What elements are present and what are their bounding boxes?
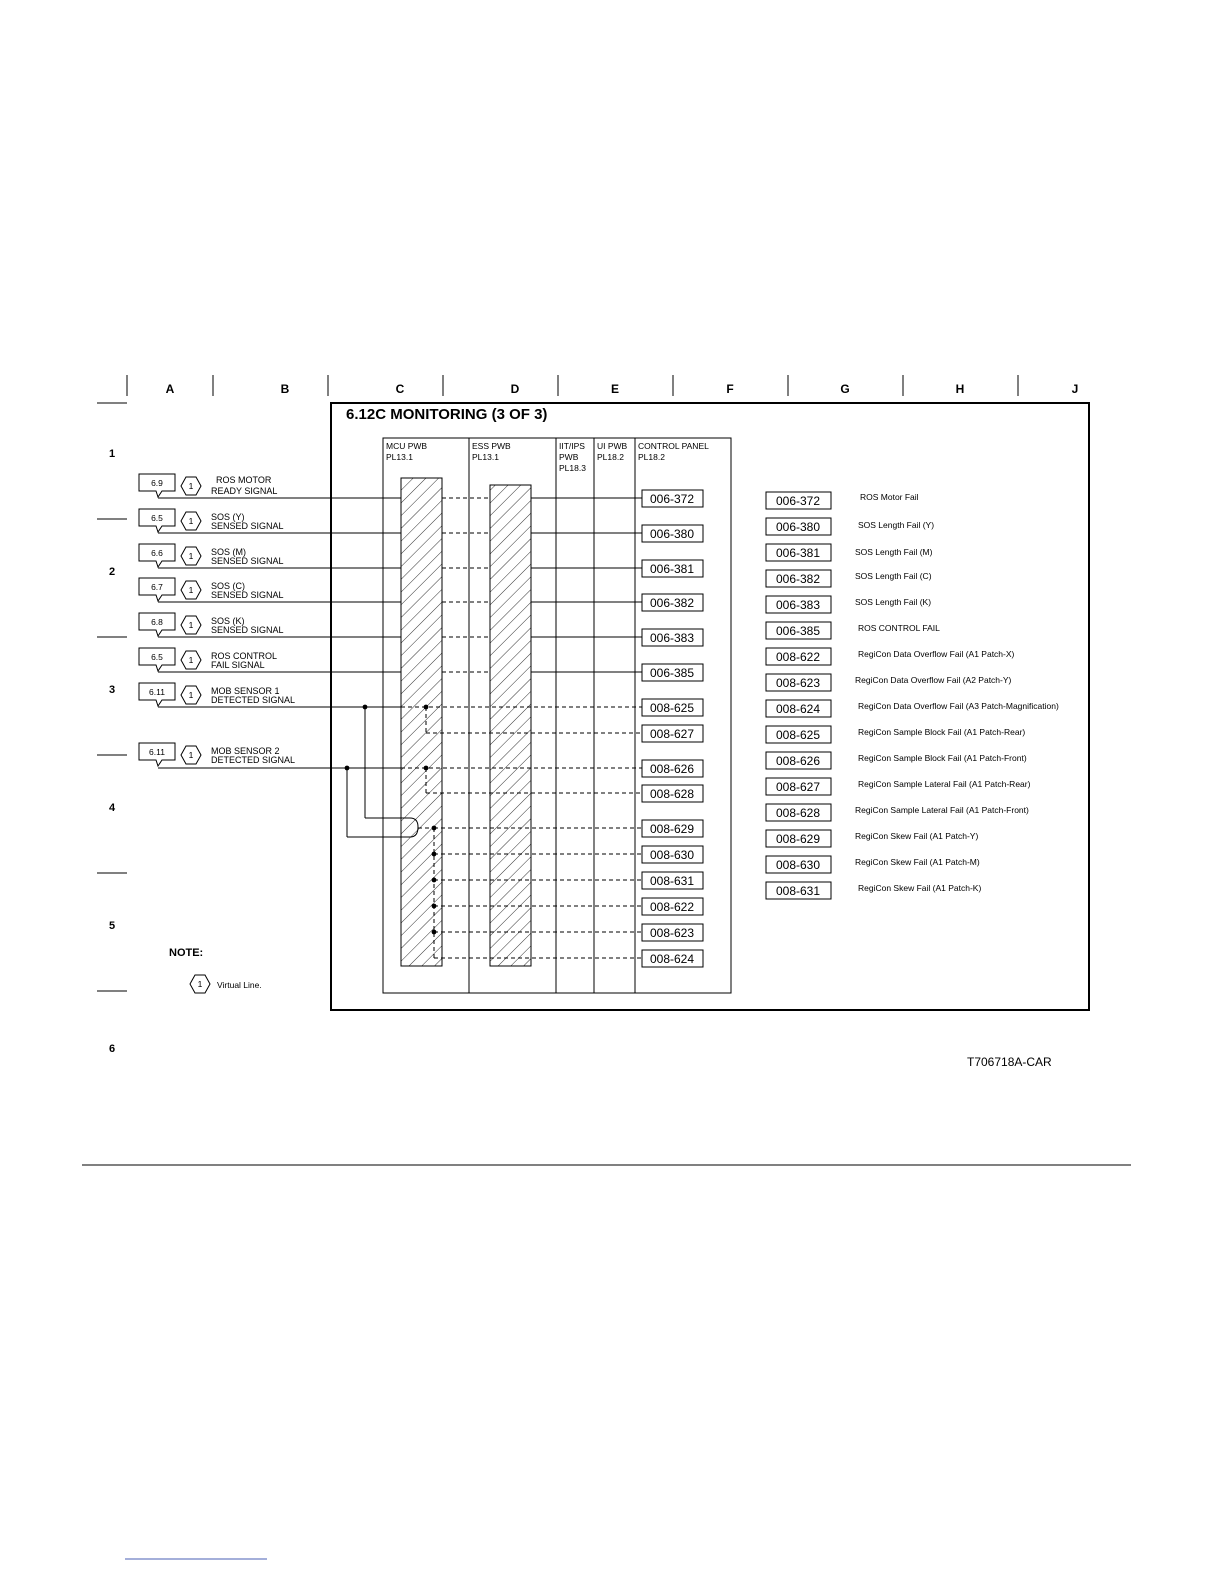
diagram-title: 6.12C MONITORING (3 OF 3) bbox=[346, 406, 548, 423]
input-signal-sos-y bbox=[139, 509, 284, 532]
panel-code-box bbox=[642, 950, 703, 967]
board-name-cont: PWB bbox=[559, 452, 579, 462]
virtual-line-number: 1 bbox=[188, 655, 194, 665]
legend-item bbox=[766, 492, 919, 509]
panel-code: 006-385 bbox=[649, 666, 695, 680]
note-heading: NOTE: bbox=[169, 947, 204, 959]
legend-item bbox=[766, 544, 933, 561]
reference-label: 6.5 bbox=[151, 513, 163, 523]
reference-label: 6.11 bbox=[149, 687, 165, 697]
legend-item bbox=[766, 648, 1015, 665]
panel-code: 008-630 bbox=[649, 848, 695, 862]
board-location: PL13.1 bbox=[386, 452, 413, 462]
fault-legend bbox=[766, 492, 1059, 899]
legend-description: SOS Length Fail (K) bbox=[855, 597, 932, 607]
drawing-id: T706718A-CAR bbox=[967, 1055, 1052, 1069]
panel-code-box bbox=[642, 490, 703, 507]
board-header-mcu bbox=[386, 441, 427, 462]
panel-code-box bbox=[642, 820, 703, 837]
column-header bbox=[127, 375, 1078, 396]
legend-code: 008-629 bbox=[775, 832, 821, 846]
signal-name: MOB SENSOR 2 bbox=[211, 746, 280, 756]
panel-code: 006-380 bbox=[649, 527, 695, 541]
legend-description: RegiCon Sample Block Fail (A1 Patch-Front) bbox=[858, 753, 1027, 763]
signal-name-cont: READY SIGNAL bbox=[211, 486, 278, 496]
row-label-6: 6 bbox=[108, 1043, 116, 1055]
signal-name: ROS CONTROL bbox=[211, 651, 278, 661]
panel-code-box bbox=[642, 760, 703, 777]
legend-description: ROS CONTROL FAIL bbox=[858, 623, 940, 633]
column-label-e: E bbox=[610, 382, 620, 396]
virtual-line-number: 1 bbox=[188, 551, 194, 561]
legend-code: 006-380 bbox=[775, 520, 821, 534]
board-name: ESS PWB bbox=[472, 441, 511, 451]
panel-code: 006-381 bbox=[649, 562, 695, 576]
legend-item bbox=[766, 882, 981, 899]
row-label-4: 4 bbox=[108, 802, 116, 814]
legend-code: 006-381 bbox=[775, 546, 821, 560]
row-label-1: 1 bbox=[108, 448, 116, 460]
row-header bbox=[97, 403, 127, 1055]
legend-code: 008-631 bbox=[775, 884, 821, 898]
legend-item bbox=[766, 804, 1029, 821]
legend-item bbox=[766, 700, 1059, 717]
signal-name: SOS (M) bbox=[211, 547, 246, 557]
legend-code: 006-372 bbox=[775, 494, 821, 508]
legend-item bbox=[766, 778, 1031, 795]
virtual-line-number: 1 bbox=[188, 690, 194, 700]
input-signal-mob-sensor-1 bbox=[139, 683, 295, 706]
virtual-line-number: 1 bbox=[188, 516, 194, 526]
panel-code: 008-629 bbox=[649, 822, 695, 836]
input-signal-ros-control bbox=[139, 648, 277, 671]
panel-code-box bbox=[642, 594, 703, 611]
note-text: Virtual Line. bbox=[217, 980, 262, 990]
legend-item bbox=[766, 570, 932, 587]
panel-code: 008-626 bbox=[649, 762, 695, 776]
legend-item bbox=[766, 518, 934, 535]
virtual-line-number: 1 bbox=[188, 481, 194, 491]
board-name: MCU PWB bbox=[386, 441, 428, 451]
reference-label: 6.5 bbox=[151, 652, 163, 662]
column-label-h: H bbox=[955, 382, 965, 396]
legend-description: RegiCon Skew Fail (A1 Patch-Y) bbox=[855, 831, 979, 841]
reference-label: 6.9 bbox=[151, 478, 163, 488]
legend-item bbox=[766, 752, 1027, 769]
legend-item bbox=[766, 674, 1012, 691]
reference-label: 6.11 bbox=[149, 747, 165, 757]
note-block bbox=[169, 947, 262, 993]
legend-code: 008-628 bbox=[775, 806, 821, 820]
legend-item bbox=[766, 856, 980, 873]
row-label-5: 5 bbox=[108, 920, 116, 932]
legend-description: RegiCon Sample Block Fail (A1 Patch-Rear) bbox=[858, 727, 1026, 737]
column-label-j: J bbox=[1071, 382, 1079, 396]
board-location: PL18.2 bbox=[638, 452, 665, 462]
legend-description: RegiCon Sample Lateral Fail (A1 Patch-Rear) bbox=[858, 779, 1031, 789]
legend-description: SOS Length Fail (C) bbox=[855, 571, 932, 581]
input-signal-sos-m bbox=[139, 544, 284, 567]
legend-description: SOS Length Fail (M) bbox=[855, 547, 933, 557]
panel-code: 006-383 bbox=[649, 631, 695, 645]
virtual-line-number: 1 bbox=[188, 585, 194, 595]
board-header-ui bbox=[597, 441, 628, 462]
legend-description: RegiCon Skew Fail (A1 Patch-K) bbox=[858, 883, 982, 893]
column-label-d: D bbox=[510, 382, 520, 396]
legend-code: 006-385 bbox=[775, 624, 821, 638]
legend-code: 008-630 bbox=[775, 858, 821, 872]
panel-code: 008-627 bbox=[649, 727, 695, 741]
panel-code: 008-631 bbox=[649, 874, 695, 888]
signal-name-cont: SENSED SIGNAL bbox=[211, 556, 284, 566]
legend-item bbox=[766, 726, 1025, 743]
signal-name: MOB SENSOR 1 bbox=[211, 686, 280, 696]
board-header-iit-ips bbox=[559, 441, 586, 473]
panel-code: 006-372 bbox=[649, 492, 695, 506]
panel-code-box bbox=[642, 525, 703, 542]
ess-hatched-block bbox=[490, 485, 531, 966]
board-name: CONTROL PANEL bbox=[638, 441, 709, 451]
panel-code-box bbox=[642, 846, 703, 863]
input-signal-sos-k bbox=[139, 613, 284, 636]
signal-name: ROS MOTOR bbox=[216, 475, 272, 485]
legend-code: 006-382 bbox=[775, 572, 821, 586]
column-label-b: B bbox=[280, 382, 290, 396]
legend-description: SOS Length Fail (Y) bbox=[858, 520, 935, 530]
signal-name-cont: DETECTED SIGNAL bbox=[211, 755, 296, 765]
signal-name-cont: SENSED SIGNAL bbox=[211, 625, 284, 635]
signal-name-cont: DETECTED SIGNAL bbox=[211, 695, 296, 705]
panel-code-box bbox=[642, 898, 703, 915]
panel-code: 008-628 bbox=[649, 787, 695, 801]
panel-code-boxes bbox=[642, 490, 703, 967]
input-signal-ros-motor bbox=[139, 474, 277, 497]
legend-item bbox=[766, 622, 940, 639]
input-signal-sos-c bbox=[139, 578, 284, 601]
panel-code: 008-625 bbox=[649, 701, 695, 715]
board-location: PL18.2 bbox=[597, 452, 624, 462]
legend-item bbox=[766, 596, 931, 613]
panel-code-box bbox=[642, 785, 703, 802]
panel-code-box bbox=[642, 699, 703, 716]
reference-label: 6.7 bbox=[151, 582, 163, 592]
legend-item bbox=[766, 830, 978, 847]
board-location: PL13.1 bbox=[472, 452, 499, 462]
column-label-f: F bbox=[726, 382, 734, 396]
signal-name-cont: SENSED SIGNAL bbox=[211, 590, 284, 600]
legend-code: 008-626 bbox=[775, 754, 821, 768]
board-name: UI PWB bbox=[597, 441, 628, 451]
panel-code-box bbox=[642, 872, 703, 889]
legend-description: RegiCon Data Overflow Fail (A3 Patch-Magnification) bbox=[858, 701, 1059, 711]
reference-label: 6.6 bbox=[151, 548, 163, 558]
row-label-2: 2 bbox=[108, 566, 116, 578]
column-label-c: C bbox=[395, 382, 405, 396]
virtual-line-number: 1 bbox=[188, 750, 194, 760]
panel-code-box bbox=[642, 924, 703, 941]
signal-name-cont: SENSED SIGNAL bbox=[211, 521, 284, 531]
column-label-a: A bbox=[165, 382, 175, 396]
panel-code-box bbox=[642, 629, 703, 646]
signal-name-cont: FAIL SIGNAL bbox=[211, 660, 265, 670]
signal-name: SOS (Y) bbox=[211, 512, 245, 522]
panel-code-box bbox=[642, 560, 703, 577]
board-header-ess bbox=[472, 441, 511, 462]
panel-code: 008-623 bbox=[649, 926, 695, 940]
legend-code: 008-623 bbox=[775, 676, 821, 690]
panel-code-box bbox=[642, 725, 703, 742]
panel-code: 006-382 bbox=[649, 596, 695, 610]
legend-code: 006-383 bbox=[775, 598, 821, 612]
board-name: IIT/IPS bbox=[559, 441, 585, 451]
legend-code: 008-622 bbox=[775, 650, 821, 664]
virtual-line-number: 1 bbox=[188, 620, 194, 630]
note-symbol-number: 1 bbox=[197, 979, 203, 989]
mcu-hatched-block bbox=[401, 478, 442, 966]
legend-description: RegiCon Skew Fail (A1 Patch-M) bbox=[855, 857, 980, 867]
legend-code: 008-624 bbox=[775, 702, 821, 716]
board-header-control-panel bbox=[638, 441, 709, 462]
legend-description: ROS Motor Fail bbox=[860, 492, 919, 502]
board-location: PL18.3 bbox=[559, 463, 586, 473]
legend-description: RegiCon Data Overflow Fail (A1 Patch-X) bbox=[858, 649, 1015, 659]
legend-code: 008-627 bbox=[775, 780, 821, 794]
panel-code: 008-624 bbox=[649, 952, 695, 966]
signal-name: SOS (C) bbox=[211, 581, 246, 591]
legend-description: RegiCon Sample Lateral Fail (A1 Patch-Front) bbox=[855, 805, 1029, 815]
signal-name: SOS (K) bbox=[211, 616, 245, 626]
legend-description: RegiCon Data Overflow Fail (A2 Patch-Y) bbox=[855, 675, 1012, 685]
row-label-3: 3 bbox=[108, 684, 116, 696]
panel-code-box bbox=[642, 664, 703, 681]
signal-lines bbox=[158, 498, 642, 958]
input-signal-mob-sensor-2 bbox=[139, 743, 295, 766]
legend-code: 008-625 bbox=[775, 728, 821, 742]
column-label-g: G bbox=[840, 382, 850, 396]
reference-label: 6.8 bbox=[151, 617, 163, 627]
panel-code: 008-622 bbox=[649, 900, 695, 914]
